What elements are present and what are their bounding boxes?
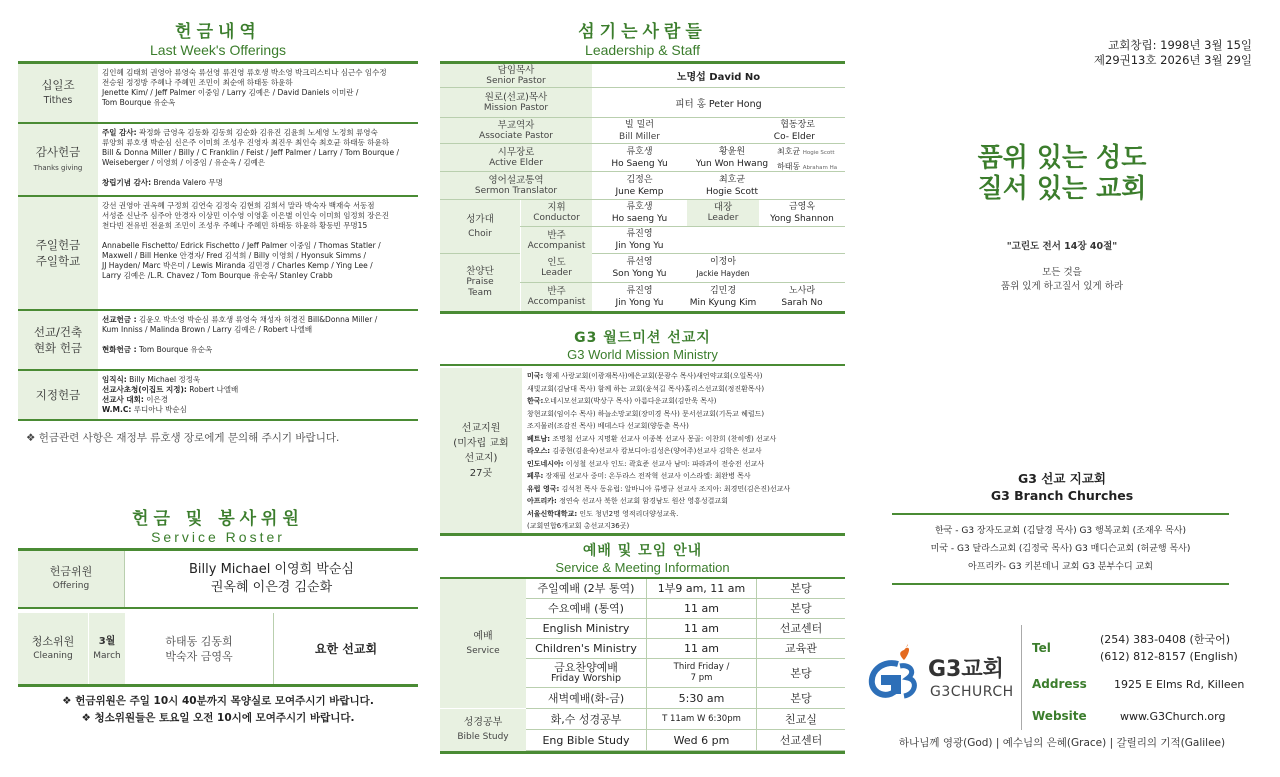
name-en: Bill Miller xyxy=(618,132,661,142)
bible-label xyxy=(440,709,526,751)
service-time: Wed 6 pm xyxy=(646,730,756,750)
senior-pastor-name: 노명섭 David No xyxy=(676,72,761,83)
service-row xyxy=(526,599,845,619)
mission-item: 창현교회(임이수 목사) 하늘소망교회(장미경 목사) 문서선교회(기독교 헤럴드) xyxy=(527,409,765,418)
choir-conductor-row xyxy=(520,200,845,227)
roster-cleaning-label xyxy=(18,613,88,684)
names-line xyxy=(102,335,418,345)
service-place: 친교실 xyxy=(756,709,845,729)
mission-pastor-label xyxy=(440,88,592,117)
names-line: Bill & Donna Miller / Billy / C Franklin / Feist / Jeff Palmer / Larry / Tom Bourque / xyxy=(102,148,399,157)
names-line: 강선 권영아 권옥혜 구정희 김연숙 김정숙 김현희 김희서 말라 박숙자 백재숙 서동점 xyxy=(102,201,375,210)
label-line: 선교지원 xyxy=(461,422,501,434)
choir-accompanist-row xyxy=(520,227,845,254)
name-en: Sarah No xyxy=(781,298,823,308)
label-en: Accompanist xyxy=(527,240,586,251)
category-en: Thanks giving xyxy=(33,163,83,172)
names-line: JJ Hayden/ Marc 박은미 / Lewis Miranda 김민경 / Charles Kemp / Ying Lee / xyxy=(102,261,373,270)
names-line: 현화헌금 : Tom Bourque 유순옥 xyxy=(102,345,213,354)
label-en: Leader xyxy=(541,268,572,278)
mission-subtitle: G3 World Mission Ministry xyxy=(567,347,718,362)
offerings-note: ❖ 헌금관련 사항은 재정부 류호생 장로에게 문의해 주시기 바랍니다. xyxy=(26,432,340,444)
service-row xyxy=(526,688,845,709)
branch-item: 한국 - G3 장자도교회 (김달경 목사) G3 행복교회 (조재우 목사) xyxy=(934,526,1187,536)
names-line: Larry 김예은 /L.R. Chavez / Tom Bourque 유순옥/ Stanley Crabb xyxy=(102,271,333,280)
translator-label xyxy=(440,172,592,199)
offering-names xyxy=(98,197,418,309)
church-dates xyxy=(1094,38,1252,68)
associate-label xyxy=(440,118,592,143)
names-line xyxy=(102,168,418,178)
g3-logo-icon xyxy=(864,642,924,706)
mission-pastor-name: 피터 홍 Peter Hong xyxy=(675,98,762,110)
service-name: 금요찬양예배 Friday Worship xyxy=(550,661,621,684)
worship-rows xyxy=(526,579,845,709)
offering-names xyxy=(98,64,418,122)
verse-ref: "고린도 전서 14장 40절" xyxy=(1006,241,1118,252)
label-line: (미자립 교회 xyxy=(453,437,509,449)
service-row xyxy=(526,619,845,639)
address-row xyxy=(1032,668,1258,700)
roster-note: ❖ 헌금위원은 주일 10시 40분까지 목양실로 모여주시기 바랍니다. xyxy=(62,695,374,707)
label-en: Service xyxy=(466,645,500,656)
service-name: Eng Bible Study xyxy=(542,733,630,747)
roster-title: 헌금 및 봉사위원 xyxy=(132,509,304,529)
name-ko: 류진영 xyxy=(626,229,653,239)
mission-item: 베트남: 조명철 선교사 지명환 선교사 이종복 선교사 몽골: 이찬희 (찬히엥) 선교사 xyxy=(527,434,777,443)
motto-line: 품위 있는 성도 xyxy=(977,143,1147,173)
church-column xyxy=(862,0,1262,777)
name-en: Abraham Ha xyxy=(802,165,838,171)
divider xyxy=(1021,625,1022,730)
elder-label xyxy=(440,144,592,171)
label-ko: 성가대 xyxy=(466,213,494,225)
names-line: 선교사 대회: 이은경 xyxy=(102,395,168,404)
branch-item: 아프리카- G3 키본데니 교회 G3 분부수디 교회 xyxy=(968,562,1153,572)
offering-row xyxy=(18,311,418,371)
accompanist-name xyxy=(592,227,687,254)
church-logo xyxy=(864,642,1014,712)
name-ko: 류진영 xyxy=(626,286,653,296)
name-en: Yun Won Hwang xyxy=(695,159,769,169)
service-time: Third Friday / 7 pm xyxy=(646,659,756,687)
mission-item: (교회연합6개교회 총선교지36곳) xyxy=(527,522,630,530)
label-en: Conductor xyxy=(533,213,580,223)
praise-accompanist-row xyxy=(520,283,845,311)
associate-row xyxy=(440,118,845,144)
label-en: Mission Pastor xyxy=(483,102,549,113)
mission-item: 한국:오네시모선교회(박상구 목사) 아름다운교회(김안욱 목사) xyxy=(527,397,717,405)
service-time: 5:30 am xyxy=(646,688,756,708)
label-ko: 반주 xyxy=(547,229,566,241)
website-link[interactable]: www.G3Church.org xyxy=(1120,709,1226,723)
names-line xyxy=(102,231,418,241)
mission-pastor-row xyxy=(440,88,845,118)
coelder xyxy=(687,118,845,143)
tel-value[interactable]: (254) 383-0408 (한국어) xyxy=(1100,633,1230,646)
church-footer: 하나님께 영광(God) | 예수님의 은혜(Grace) | 갈릴리의 기적(Galilee) xyxy=(898,737,1226,749)
mission-item: 유럽 영국: 김석천 목사 동유럽: 알바니아 류병규 선교사 조지아: 최경민(김은진)선교사 xyxy=(527,484,791,493)
service-row xyxy=(526,579,845,599)
address-value: 1925 E Elms Rd, Killeen xyxy=(1114,677,1245,691)
tel-values xyxy=(1100,631,1238,665)
name-en: Ho Saeng Yu xyxy=(611,159,668,169)
label-en: Choir xyxy=(468,228,492,239)
mission-item: 아프리카: 정연숙 선교사 북한 선교회 함경남도 원산 영흥성결교회 xyxy=(527,497,728,505)
branch-item: 미국 - G3 달라스교회 (김정국 목사) G3 매디슨교회 (허균행 목사) xyxy=(930,544,1191,554)
label-ko: 예배 xyxy=(473,630,493,642)
category-ko: 현화 헌금 xyxy=(33,341,83,355)
leadership-title: 섬기는사람들 xyxy=(578,22,707,42)
elder-name xyxy=(687,144,777,171)
names-line: 전승원 정정방 주혜나 주혜민 조민이 최순애 하태동 하윤하 xyxy=(102,78,293,87)
names-line: 서성준 신난주 심주아 안경자 이상민 이수영 이영훈 이은별 이인숙 이미희 임정희 장은진 xyxy=(102,211,390,220)
mission-item: 페루: 장재필 선교사 중미: 온두라스 전작혁 선교사 이스라엘: 최완병 목사 xyxy=(527,472,751,480)
praise-accompanist-name xyxy=(759,283,845,311)
mission-item: 미국: 형제 사랑교회(이광재목사)예은교회(문광수 목사)새언약교회(오일목사) xyxy=(527,372,763,380)
branch-title-en: G3 Branch Churches xyxy=(990,488,1134,503)
category-ko: 십일조 xyxy=(41,78,75,92)
mission-title: G3 월드미션 선교지 xyxy=(574,330,711,346)
names-line: Maxwell / Bill Henke 안경자/ Fred 김석희 / Billy 이영희 / Hyonsuk Simms / xyxy=(102,251,367,260)
senior-pastor-row xyxy=(440,64,845,88)
label-ko: 인도 xyxy=(547,257,566,268)
offering-category xyxy=(18,64,98,122)
offering-names xyxy=(98,311,418,369)
conductor-name xyxy=(592,200,687,226)
offering-category xyxy=(18,311,98,369)
offering-row xyxy=(18,371,418,421)
names-line: 하태동 김동희 xyxy=(165,634,233,648)
category-en: Tithes xyxy=(43,95,73,106)
name-ko: 최호균 xyxy=(777,147,801,156)
bible-table xyxy=(440,709,845,754)
offering-row xyxy=(18,124,418,197)
name-ko: 하태동 xyxy=(777,162,801,171)
translator-name xyxy=(592,172,687,199)
name-ko: 류호생 xyxy=(626,147,653,157)
label-en: Cleaning xyxy=(33,650,73,661)
name-en: Hogie Scott xyxy=(802,150,835,156)
offering-category xyxy=(18,371,98,419)
label-en: Senior Pastor xyxy=(486,75,546,86)
service-time: 11 am xyxy=(646,599,756,618)
service-name: 화,수 성경공부 xyxy=(550,712,622,726)
names-line: 선교사초청(이집트 지정): Robert 나엘배 xyxy=(102,385,239,394)
name-en: Hogie Scott xyxy=(705,187,759,197)
names-line: 권옥혜 이은경 김순화 xyxy=(210,580,333,595)
address-label: Address xyxy=(1032,677,1087,691)
label-ko: 지휘 xyxy=(547,202,566,213)
service-time: 11 am xyxy=(646,639,756,658)
label-ko: 대장 xyxy=(713,202,733,213)
praise-label xyxy=(440,254,520,311)
conductor-label xyxy=(520,200,592,226)
service-place: 선교센터 xyxy=(756,730,845,750)
tel-label: Tel xyxy=(1032,641,1051,655)
leadership-subtitle: Leadership & Staff xyxy=(585,42,700,58)
names-line: Jenette Kim/ / Jeff Palmer 이중임 / Larry 김예은 / David Daniels 이미란 / xyxy=(102,88,359,97)
bible-rows xyxy=(526,709,845,751)
service-title: 예배 및 모임 안내 xyxy=(582,543,703,559)
label-ko: 영어설교통역 xyxy=(488,174,544,186)
category-ko: 주일학교 xyxy=(35,254,81,268)
name-en: Co- Elder xyxy=(773,132,815,142)
name-en: June Kemp xyxy=(615,187,664,197)
name-ko: 이정아 xyxy=(709,257,737,267)
leader-name xyxy=(759,200,845,226)
names-line: Tom Bourque 유순옥 xyxy=(102,98,176,107)
service-name: 주일예배 (2부 통역) xyxy=(537,582,635,595)
names-line: 박숙자 금영옥 xyxy=(165,649,233,663)
service-time: T 11am W 6:30pm xyxy=(646,709,756,729)
logo-text-ko: G3교회 xyxy=(928,657,1004,682)
roster-subtitle: Service Roster xyxy=(151,529,285,545)
label-ko: 반주 xyxy=(547,286,566,297)
choir-block xyxy=(440,200,845,254)
roster-cleaning-names xyxy=(125,613,273,684)
church-motto xyxy=(862,143,1262,205)
offering-category xyxy=(18,124,98,195)
praise-leader-name xyxy=(592,254,687,282)
label-en: Sermon Translator xyxy=(474,185,558,196)
bible-verse xyxy=(862,240,1262,294)
label-ko: 원로(선교)목사 xyxy=(484,91,548,103)
name-ko: 최호균 xyxy=(718,175,746,185)
names-line: 천다빈 전유빈 전윤희 조민이 조성우 주혜나 주혜민 하태동 하윤하 황동빈 무명15 xyxy=(102,221,368,230)
service-subtitle: Service & Meeting Information xyxy=(555,560,730,575)
translator-row xyxy=(440,172,845,200)
roster-cleaning-row xyxy=(18,613,418,687)
service-name: 새벽예배(화-금) xyxy=(547,691,625,705)
label-en: Offering xyxy=(52,581,90,591)
service-place: 본당 xyxy=(756,579,845,598)
name-en: Jin Yong Yu xyxy=(615,241,664,251)
month-en: March xyxy=(93,650,121,661)
roster-offering-label xyxy=(18,551,125,607)
praise-leader-row xyxy=(520,254,845,283)
name-ko: 김정은 xyxy=(626,175,653,185)
choir-label xyxy=(440,200,520,253)
service-name: 수요예배 (통역) xyxy=(548,602,624,615)
name-en: Min Kyung Kim xyxy=(689,298,757,308)
service-place: 본당 xyxy=(756,659,845,687)
category-ko: 감사헌금 xyxy=(35,144,81,159)
label-line: 선교지) xyxy=(464,452,498,464)
name-ko: 노사라 xyxy=(788,286,816,296)
service-place: 본당 xyxy=(756,599,845,618)
service-place: 교육관 xyxy=(756,639,845,658)
motto-line: 질서 있는 교회 xyxy=(977,174,1147,204)
mission-item: 새빛교회(김남대 목사) 함께 하는 교회(윤석길 목사)홀리스선교회(정진환목사) xyxy=(527,384,765,393)
roster-offering-row xyxy=(18,551,418,609)
associate-name xyxy=(592,118,687,143)
roster-offering-names xyxy=(125,551,418,607)
website-row xyxy=(1032,700,1258,732)
mission-item: 조지물러(조감진 목사) 베데스다 선교회(양동춘 목사) xyxy=(527,422,689,430)
service-place: 본당 xyxy=(756,688,845,708)
praise-accompanist-name xyxy=(592,283,687,311)
offering-row xyxy=(18,197,418,311)
names-line: Billy Michael 이영희 박순심 xyxy=(189,562,354,577)
website-label: Website xyxy=(1032,709,1087,723)
names-line: Kum Inniss / Malinda Brown / Larry 김예은 / Robert 나엘배 xyxy=(102,325,313,334)
service-place: 선교센터 xyxy=(756,619,845,638)
label-en: Leader xyxy=(707,213,739,223)
roster-note: ❖ 청소위원들은 토요일 오전 10시에 모여주시기 바랍니다. xyxy=(81,712,355,724)
name-ko: 협동장로 xyxy=(780,120,815,130)
senior-pastor-label xyxy=(440,64,592,87)
verse-line: 모든 것을 xyxy=(1042,267,1082,278)
name-ko: 류선영 xyxy=(626,257,653,267)
name-ko: 황윤원 xyxy=(718,147,746,157)
category-ko: 지정헌금 xyxy=(35,388,81,402)
names-line: Weiseberger / 이영희 / 이중임 / 유순옥 / 김예은 xyxy=(102,158,266,167)
names-line: Annabelle Fischetto/ Edrick Fischetto / Jeff Palmer 이중임 / Thomas Statler / xyxy=(102,241,381,250)
offering-names xyxy=(98,371,418,419)
name-ko: 빌 밀러 xyxy=(625,120,654,130)
label-ko: 담임목사 xyxy=(497,64,535,76)
divider xyxy=(440,364,845,366)
praise-block xyxy=(440,254,845,314)
praise-accompanist-label xyxy=(520,283,592,311)
name-ko: 금영옥 xyxy=(788,202,816,212)
names-line: 임직식: Billy Michael 정정욱 xyxy=(102,375,201,384)
praise-accompanist-name xyxy=(687,283,759,311)
names-line: 선교헌금 : 김윤오 박소영 박순심 류호생 류영숙 채성자 허경진 Bill&Donna Miller / xyxy=(102,315,378,324)
service-time: 1부9 am, 11 am xyxy=(646,579,756,598)
mission-block xyxy=(440,368,845,536)
service-row xyxy=(526,659,845,688)
offerings-title: 헌금내역 xyxy=(175,22,261,42)
service-row xyxy=(526,639,845,659)
label-en: Praise Team xyxy=(466,277,494,298)
service-time: 11 am xyxy=(646,619,756,638)
name-ko: 김민경 xyxy=(709,286,737,296)
accompanist-label xyxy=(520,227,592,254)
label-en: Associate Pastor xyxy=(479,130,553,141)
mission-item: 서울신학대학교: 인도 청년2명 영적리더양성교육. xyxy=(527,509,679,518)
label-ko: 헌금위원 xyxy=(49,565,93,578)
tel-value[interactable]: (612) 812-8157 (English) xyxy=(1100,650,1238,663)
praise-leader-name xyxy=(687,254,759,282)
leadership-table xyxy=(440,64,845,314)
name-en: Yong Shannon xyxy=(770,214,834,224)
founded-date: 교회창립: 1998년 3월 15일 xyxy=(1108,38,1252,52)
label-ko: 시무장로 xyxy=(497,146,535,158)
worship-label xyxy=(440,579,526,709)
contact-info xyxy=(1032,628,1258,732)
category-ko: 주일헌금 xyxy=(35,238,81,252)
names-line: 류양희 류호생 박순심 신은주 이미희 조성우 진영자 최진우 최인숙 최호균 하태동 하윤하 xyxy=(102,138,390,147)
label-ko: 찬양단 xyxy=(466,266,494,277)
mission-item: 라오스: 김종현(김윤숙)선교사 캄보디아:김성은(양여주)선교사 김학은 선교사 xyxy=(527,447,762,455)
branch-heading xyxy=(862,470,1262,504)
category-ko: 선교/건축 xyxy=(33,325,83,339)
service-row xyxy=(526,709,845,730)
branch-list xyxy=(892,513,1229,585)
names-line: W.M.C: 루디아나 박순심 xyxy=(102,405,187,414)
branch-title-ko: G3 선교 지교회 xyxy=(1017,471,1107,486)
leadership-column xyxy=(440,0,845,777)
service-table xyxy=(440,579,845,709)
translator-name xyxy=(687,172,777,199)
label-ko: 부교역자 xyxy=(497,119,535,131)
praise-leader-label xyxy=(520,254,592,282)
names-line: 김인혜 김태희 권영아 류영숙 류선영 류진영 류호생 박소영 박크리스티나 심근수 임수정 xyxy=(102,68,387,77)
label-en: Accompanist xyxy=(527,297,586,307)
issue-date: 제29권13호 2026년 3월 29일 xyxy=(1093,53,1252,67)
name-en: Jackie Hayden xyxy=(696,269,750,278)
name-en: Ho saeng Yu xyxy=(611,214,668,224)
leader-label xyxy=(687,200,759,226)
service-name: English Ministry xyxy=(542,622,630,635)
name-ko: 류호생 xyxy=(626,202,653,212)
offerings-column xyxy=(18,0,418,777)
offering-names xyxy=(98,124,418,195)
roster-notes xyxy=(18,693,418,727)
roster-cleaning-group: 요한 선교회 xyxy=(273,613,418,684)
name-en: Jin Yong Yu xyxy=(615,298,664,308)
names-line: 창립기념 감사: Brenda Valero 무명 xyxy=(102,178,223,187)
tel-row xyxy=(1032,628,1258,668)
label-en: Bible Study xyxy=(457,732,509,742)
elder-row xyxy=(440,144,845,172)
offering-category xyxy=(18,197,98,309)
mission-item: 인도네시아: 이성철 선교사 인도: 곽효준 선교사 남미: 파라과이 전승전 선교사 xyxy=(527,459,765,468)
label-ko: 성경공부 xyxy=(463,717,503,728)
elder-name xyxy=(592,144,687,171)
elder-extra xyxy=(777,144,845,171)
label-line: 27곳 xyxy=(469,467,493,479)
service-name: Children's Ministry xyxy=(535,642,637,655)
month-ko: 3월 xyxy=(98,635,116,647)
verse-line: 품위 있게 하고질서 있게 하라 xyxy=(1000,281,1124,292)
offerings-table xyxy=(18,64,418,421)
mission-label xyxy=(440,368,522,533)
logo-text-en: G3CHURCH xyxy=(930,684,1014,700)
service-row xyxy=(526,730,845,751)
offerings-subtitle: Last Week's Offerings xyxy=(150,42,286,58)
name-en: Son Yong Yu xyxy=(612,269,667,279)
roster-month xyxy=(88,613,125,684)
mission-list xyxy=(522,368,845,533)
label-en: Active Elder xyxy=(489,157,543,168)
label-ko: 청소위원 xyxy=(31,634,75,648)
offering-row xyxy=(18,64,418,124)
names-line: 주일 감사: 곽정화 금영옥 김동화 김동희 김순화 김유진 김윤희 노세영 노정희 류영숙 xyxy=(102,128,378,137)
